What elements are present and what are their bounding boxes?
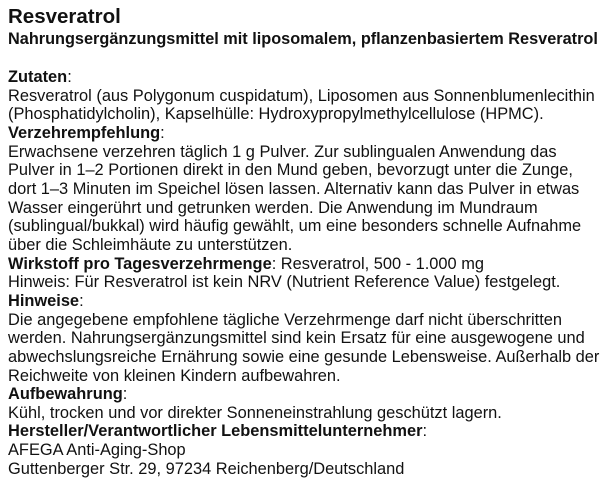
- colon: :: [79, 291, 84, 310]
- colon: :: [67, 68, 72, 86]
- section-heading: [8, 292, 600, 311]
- heading-text: Zutaten: [8, 68, 68, 86]
- text-line: abwechslungsreiche Ernährung sowie eine gesunde Lebensweise. Außerhalb der: [8, 347, 600, 366]
- colon: :: [271, 254, 277, 273]
- text-line: Erwachsene verzehren täglich 1 g Pulver. Zur sublingualen Anwendung das: [8, 142, 557, 161]
- text-line: Resveratrol (aus Polygonum cuspidatum), Liposomen aus Sonnenblumenlecithin: [8, 86, 595, 105]
- heading-text: Verzehrempfehlung: [8, 123, 161, 142]
- colon: :: [122, 385, 128, 404]
- section-heading: [8, 255, 600, 274]
- section-heading: [8, 422, 600, 441]
- section-heading: [8, 68, 600, 87]
- section-wirkstoff: [8, 255, 600, 292]
- text-line: Wasser eingerührt und getrunken werden. Die Anwendung im Mundraum: [8, 198, 538, 217]
- text-line: (sublingual/bukkal) wird häufig gewählt, um eine besonders schnelle Aufnahme: [8, 217, 582, 236]
- section-verzehrempfehlung: [8, 124, 600, 255]
- section-heading: [8, 124, 600, 143]
- text-line: Kühl, trocken und vor direkter Sonneneinstrahlung geschützt lagern.: [8, 403, 502, 422]
- product-subtitle: Nahrungsergänzungsmittel mit liposomalem, pflanzenbasiertem Resveratrol: [8, 30, 598, 48]
- text-line: Guttenberger Str. 29, 97234 Reichenberg/Deutschland: [8, 459, 405, 478]
- section-aufbewahrung: [8, 385, 600, 422]
- text-line: über die Schleimhäute zu unterstützen.: [8, 235, 293, 254]
- text-line: Hinweis: Für Resveratrol ist kein NRV (Nutrient Reference Value) festgelegt.: [8, 273, 561, 292]
- text-line: Pulver in 1–2 Portionen direkt in den Mund geben, bevorzugt unter die Zunge,: [8, 161, 573, 180]
- heading-text: Hersteller/Verantwortlicher Lebensmittelunternehmer: [8, 422, 423, 441]
- heading-text: Hinweise: [8, 291, 80, 310]
- text-line: Reichweite von kleinen Kindern aufbewahren.: [8, 366, 341, 385]
- heading-text: Aufbewahrung: [8, 385, 123, 404]
- text-line: Die angegebene empfohlene tägliche Verzehrmenge darf nicht überschritten: [8, 310, 562, 329]
- text-line: werden. Nahrungsergänzungsmittel sind kein Ersatz für eine ausgewogene und: [8, 329, 585, 348]
- section-heading: [8, 385, 600, 404]
- section-zutaten: [8, 68, 600, 124]
- heading-text: Wirkstoff pro Tagesverzehrmenge: [8, 254, 272, 273]
- section-hinweise: [8, 292, 600, 385]
- active-ingredient-amount: Resveratrol, 500 - 1.000 mg: [276, 254, 484, 273]
- section-hersteller: [8, 422, 600, 478]
- product-title: Resveratrol: [8, 5, 121, 28]
- text-line: AFEGA Anti-Aging-Shop: [8, 441, 186, 460]
- text-line: (Phosphatidylcholin), Kapselhülle: Hydroxypropylmethylcellulose (HPMC).: [8, 105, 544, 124]
- text-line: dort 1–3 Minuten im Speichel lösen lassen. Alternativ kann das Pulver in etwas: [8, 179, 580, 198]
- colon: :: [160, 123, 165, 142]
- colon: :: [422, 422, 428, 441]
